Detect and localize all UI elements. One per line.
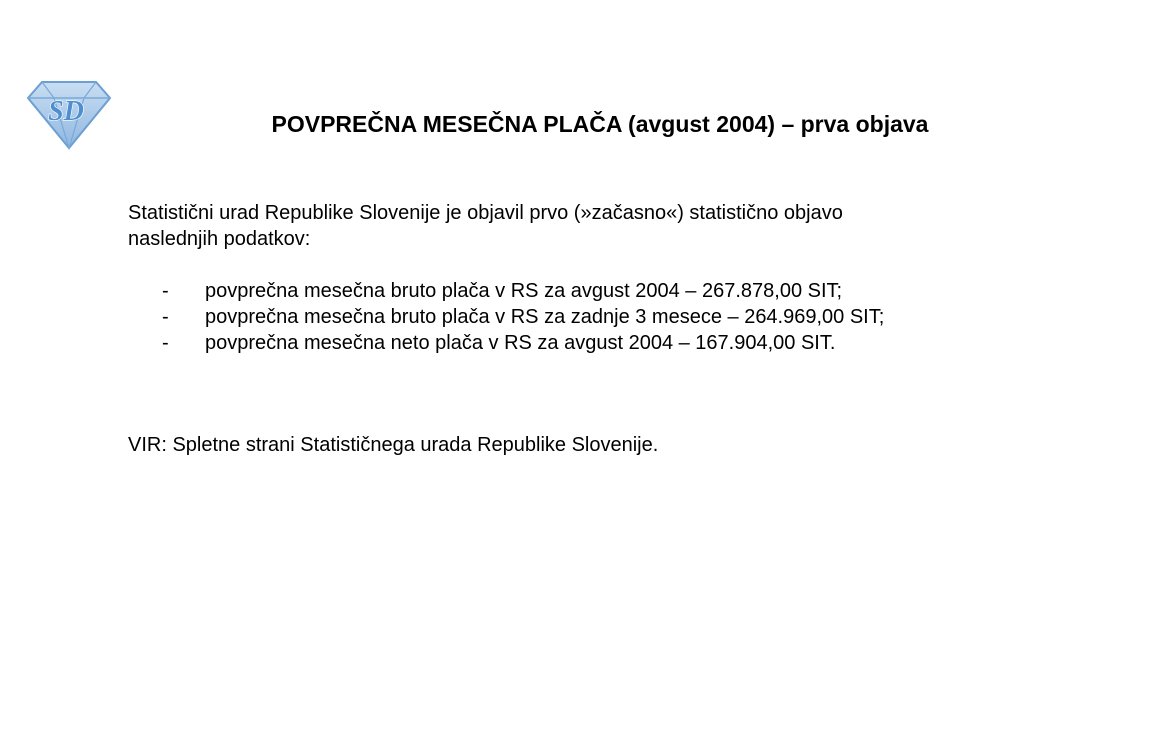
intro-line: naslednjih podatkov:: [128, 228, 311, 250]
intro-line: Statistični urad Republike Slovenije je objavil prvo (»začasno«) statistično objavo: [128, 202, 843, 224]
list-item-text: povprečna mesečna bruto plača v RS za avgust 2004 – 267.878,00 SIT;: [205, 280, 843, 302]
svg-text:SD: SD: [48, 96, 84, 127]
source-note: VIR: Spletne strani Statističnega urada Republike Slovenije.: [128, 434, 659, 456]
intro-paragraph: [128, 200, 1028, 252]
list-item: [128, 278, 1078, 304]
list-bullet: -: [162, 280, 169, 302]
list-bullet: -: [162, 306, 169, 328]
list-item-text: povprečna mesečna bruto plača v RS za zadnje 3 mesece – 264.969,00 SIT;: [205, 306, 885, 328]
list-item-text: povprečna mesečna neto plača v RS za avgust 2004 – 167.904,00 SIT.: [205, 332, 836, 354]
page-title: POVPREČNA MESEČNA PLAČA (avgust 2004) – prva objava: [271, 111, 929, 137]
list-item: [128, 330, 1078, 356]
salary-list: [128, 278, 1078, 356]
list-bullet: -: [162, 332, 169, 354]
list-item: [128, 304, 1078, 330]
